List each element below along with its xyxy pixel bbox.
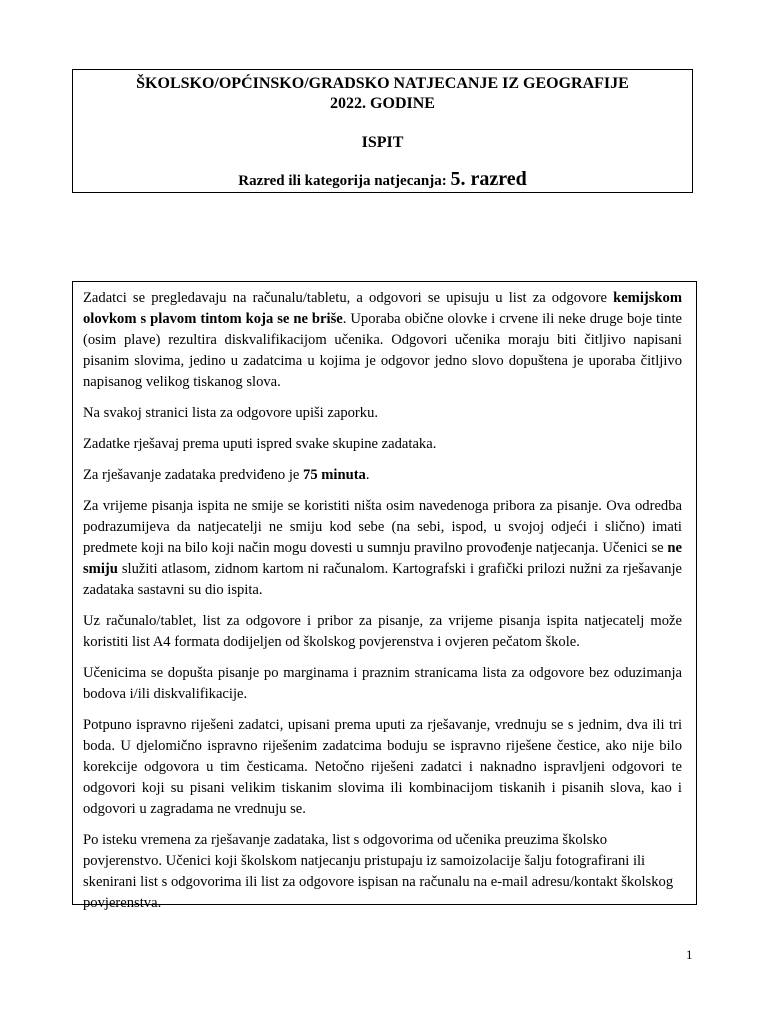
category-value: 5. razred <box>450 168 527 190</box>
instruction-paragraph-6: Uz računalo/tablet, list za odgovore i pribor za pisanje, za vrijeme pisanja ispita natjecatelj može koristiti list A4 formata dodijeljen od školskog povjerenstva i ovjeren pečatom škole. <box>83 613 682 650</box>
instruction-paragraph-5: Za vrijeme pisanja ispita ne smije se koristiti ništa osim navedenoga pribora za pisanje. Ova odredba podrazumijeva da natjecatelji ne smiju kod sebe (na sebi, ispod, u svojoj odjeći i slično) imati predmete koji na bilo koji način mogu dovesti u sumnju pravilno provođenje natjecanja. Učenici se ne smiju služiti atlasom, zidnom kartom ni računalom. Kartografski i grafički prilozi nužni za rješavanje zadataka sastavni su dio ispita. <box>83 498 682 598</box>
instruction-paragraph-9: Po isteku vremena za rješavanje zadataka, list s odgovorima od učenika preuzima školsko povjerenstvo. Učenici koji školskom natjecanju pristupaju iz samoizolacije šalju fotografirani ili skenirani list s odgovorima ili list za odgovore ispisan na računalu na e-mail adresu/kontakt školskog povjerenstva. <box>83 832 674 911</box>
category-label: Razred ili kategorija natjecanja: <box>238 173 447 189</box>
instruction-paragraph-7: Učenicima se dopušta pisanje po marginama i praznim stranicama lista za odgovore bez oduzimanja bodova i/ili diskvalifikacije. <box>83 665 682 702</box>
title-line-1: ŠKOLSKO/OPĆINSKO/GRADSKO NATJECANJE IZ GEOGRAFIJE <box>136 75 629 92</box>
instructions-box <box>72 281 697 911</box>
title-line-2: 2022. GODINE <box>330 95 435 112</box>
instruction-paragraph-4: Za rješavanje zadataka predviđeno je 75 minuta. <box>83 467 370 483</box>
instruction-paragraph-2: Na svakoj stranici lista za odgovore upiši zaporku. <box>83 405 379 421</box>
instruction-paragraph-1: Zadatci se pregledavaju na računalu/tabletu, a odgovori se upisuju u list za odgovore kemijskom olovkom s plavom tintom koja se ne briše. Uporaba obične olovke i crvene ili neke druge boje tinte (osim plave) rezultira diskvalifikacijom učenika. Odgovori učenika moraju biti čitljivo napisani pisanim slovima, jedino u zadatcima u kojima je odgovor jedno slovo dopuštena je uporaba čitljivo napisanog velikog tiskanog slova. <box>83 290 683 390</box>
category-line <box>73 169 692 191</box>
page-number: 1 <box>686 947 693 962</box>
exam-label: ISPIT <box>361 134 404 151</box>
instruction-paragraph-8: Potpuno ispravno riješeni zadatci, upisani prema uputi za rješavanje, vrednuju se s jednim, dva ili tri boda. U djelomično ispravno riješenim zadatcima boduju se ispravno riješene čestice, ako nije bilo korekcije odgovora u tim česticama. Netočno riješeni zadatci i naknadno ispravljeni odgovori te odgovori koji su pisani velikim tiskanim slovima ili kombinacijom tiskanih i pisanih slova, kao i odgovori u zagradama ne vrednuju se. <box>83 717 682 817</box>
title-box <box>72 69 693 193</box>
instruction-paragraph-3: Zadatke rješavaj prema uputi ispred svake skupine zadataka. <box>83 436 437 452</box>
